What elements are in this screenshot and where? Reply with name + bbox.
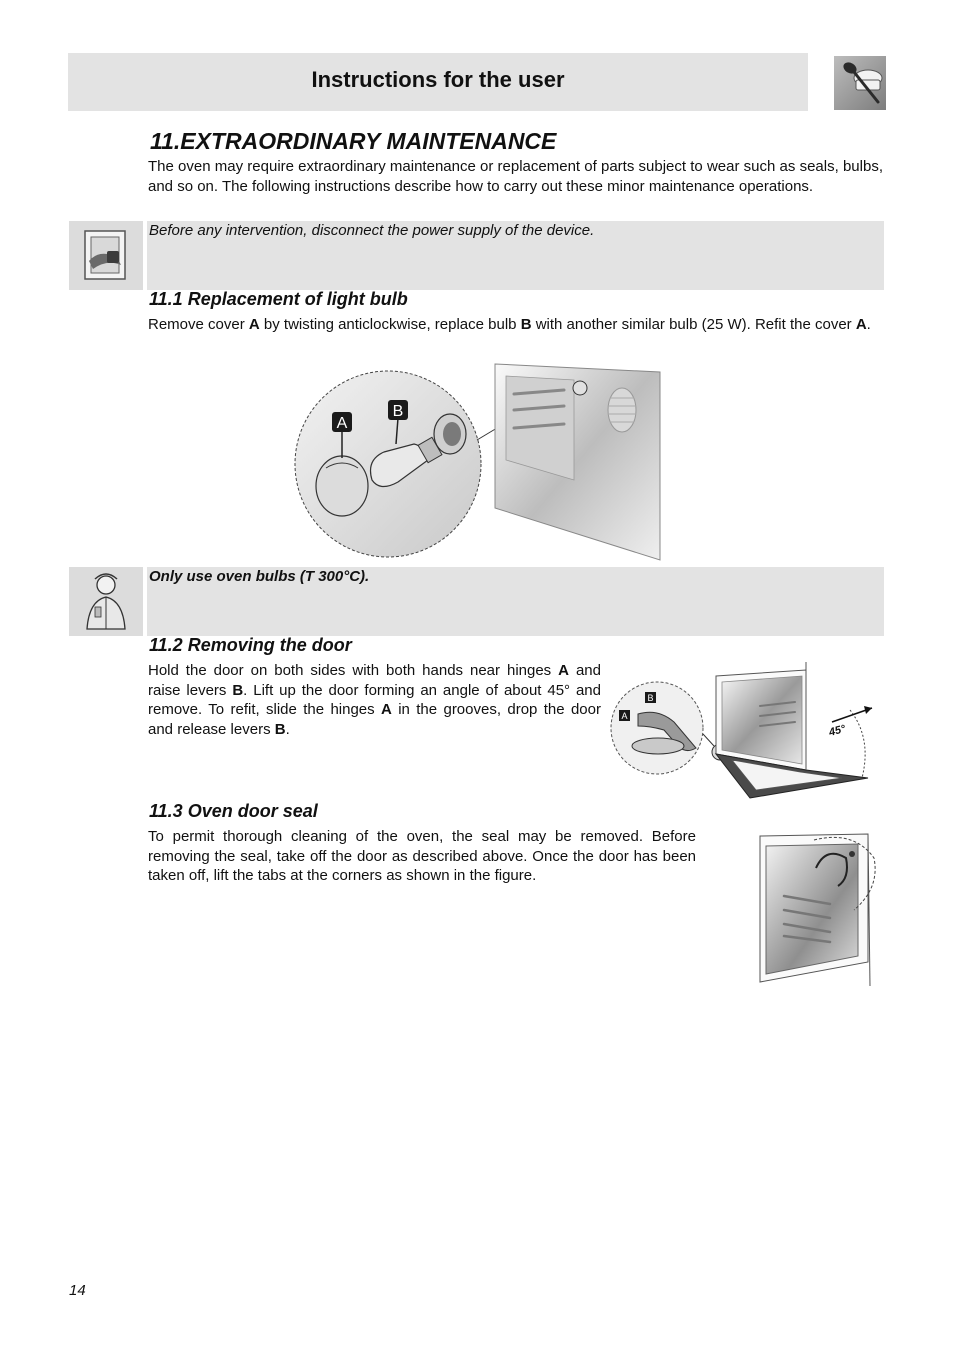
note-power-box [69,221,884,290]
subsection-title-door: 11.2 Removing the door [149,635,352,655]
label-a: A [336,415,348,432]
angle-label: 45° [827,722,847,739]
door-removal-figure [610,662,884,802]
technician-icon [69,567,143,636]
door-label-a: A [621,711,628,721]
door-label-b: B [647,693,654,703]
subsection-title-seal: 11.3 Oven door seal [149,801,318,821]
label-b: B [392,403,404,420]
section-title: 11.EXTRAORDINARY MAINTENANCE [150,128,557,154]
note-bulbs-box [69,567,884,636]
page-number: 14 [69,1282,86,1299]
note-bulbs-text: Only use oven bulbs (T 300°C). [149,568,370,585]
bulb-replacement-figure [292,360,664,564]
header-bar [68,53,808,111]
intro-paragraph: The oven may require extraordinary maintenance or replacement of parts subject to wear such as seals, bulbs, and so on. The following instructions describe how to carry out these minor maintenance operations. [148,158,883,195]
seal-paragraph: To permit thorough cleaning of the oven, the seal may be removed. Before removing the seal, take off the door as described above. Once the door has been taken off, lift the tabs at the corners as shown in the figure. [148,828,696,884]
spoon-chef-hat-icon [834,56,886,110]
door-paragraph: Hold the door on both sides with both hands near hinges A and raise levers B. Lift up the door forming an angle of about 45° and remove. To refit, slide the hinges A in the grooves, drop the door and release levers B. [148,662,601,738]
subsection-title-bulb: 11.1 Replacement of light bulb [149,289,408,309]
bulb-paragraph: Remove cover A by twisting anticlockwise, replace bulb B with another similar bulb (25 W). Refit the cover A. [148,316,871,333]
note-power-text: Before any intervention, disconnect the power supply of the device. [149,222,595,239]
power-plug-icon [69,221,143,290]
door-seal-figure [758,832,880,986]
header-title: Instructions for the user [311,67,565,92]
